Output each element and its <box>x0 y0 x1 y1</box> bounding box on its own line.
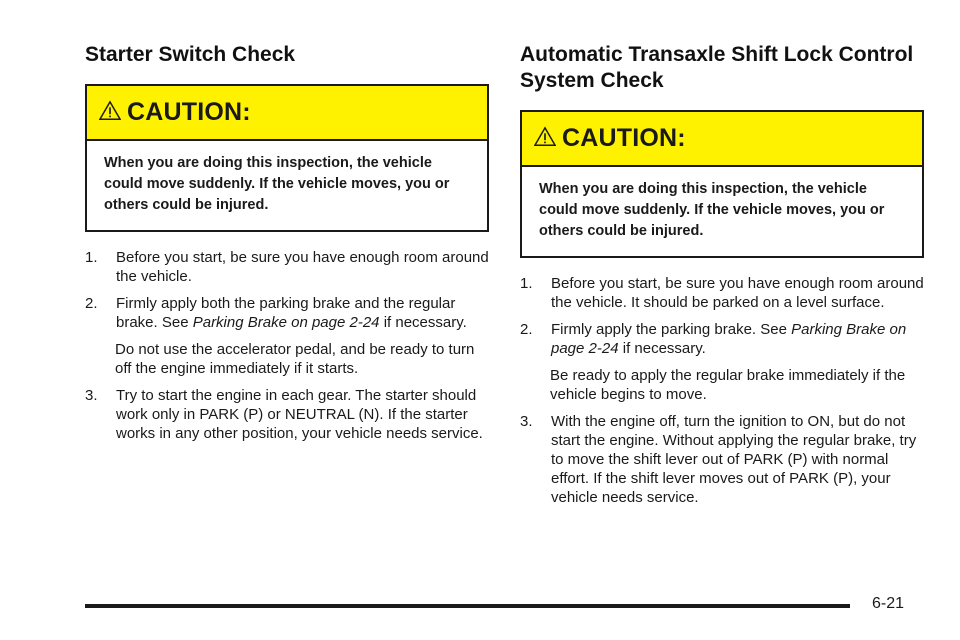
caution-title: CAUTION: <box>127 98 251 126</box>
list-item <box>85 294 489 378</box>
list-item <box>520 412 924 507</box>
section-heading-starter-switch: Starter Switch Check <box>85 43 296 66</box>
caution-header <box>522 112 922 167</box>
cross-reference-link[interactable]: Parking Brake on page 2-24 <box>551 321 907 357</box>
warning-triangle-icon <box>99 100 121 122</box>
step-text: Before you start, be sure you have enough room around the vehicle. <box>116 249 489 285</box>
step-number: 3. <box>85 387 98 404</box>
step-text-continued: if necessary. <box>622 340 706 357</box>
step-number: 2. <box>85 295 98 312</box>
step-text-continued: if necessary. <box>383 314 467 331</box>
footer-rule <box>85 604 850 608</box>
step-text: Firmly apply both the parking brake and the regular brake. See <box>116 295 456 331</box>
warning-triangle-icon <box>534 126 556 148</box>
page-number: 6-21 <box>872 595 905 612</box>
list-item <box>520 320 924 404</box>
caution-box <box>85 84 489 232</box>
caution-header <box>87 86 487 141</box>
step-list <box>85 248 489 443</box>
step-number: 3. <box>520 413 533 430</box>
list-item <box>85 386 489 443</box>
step-number: 2. <box>520 321 533 338</box>
list-item <box>85 248 489 286</box>
list-item <box>520 274 924 312</box>
step-text: Before you start, be sure you have enough room around the vehicle. It should be parked on a level surface. <box>551 275 924 311</box>
step-note: Be ready to apply the regular brake immediately if the vehicle begins to move. <box>550 367 906 403</box>
right-column <box>520 42 924 515</box>
step-text: Try to start the engine in each gear. The starter should work only in PARK (P) or NEUTRAL (N). If the starter works in any other position, your vehicle needs service. <box>116 387 483 442</box>
step-note: Do not use the accelerator pedal, and be ready to turn off the engine immediately if it starts. <box>115 341 475 377</box>
section-heading-shift-lock: Automatic Transaxle Shift Lock Control System Check <box>520 43 914 92</box>
step-number: 1. <box>520 275 533 292</box>
caution-text: When you are doing this inspection, the vehicle could move suddenly. If the vehicle moves, you or others could be injured. <box>539 181 885 239</box>
step-number: 1. <box>85 249 98 266</box>
cross-reference-link[interactable]: Parking Brake on page 2-24 <box>192 314 380 331</box>
left-column <box>85 42 489 451</box>
caution-title: CAUTION: <box>562 124 686 152</box>
caution-text: When you are doing this inspection, the vehicle could move suddenly. If the vehicle moves, you or others could be injured. <box>104 155 450 213</box>
step-list <box>520 274 924 507</box>
step-text: With the engine off, turn the ignition to ON, but do not start the engine. Without applying the regular brake, try to move the shift lever out of PARK (P) with normal effort. If the shift lever moves out of PARK (P), your vehicle needs service. <box>551 413 917 506</box>
step-text: Firmly apply the parking brake. See <box>551 321 787 338</box>
caution-box <box>520 110 924 258</box>
